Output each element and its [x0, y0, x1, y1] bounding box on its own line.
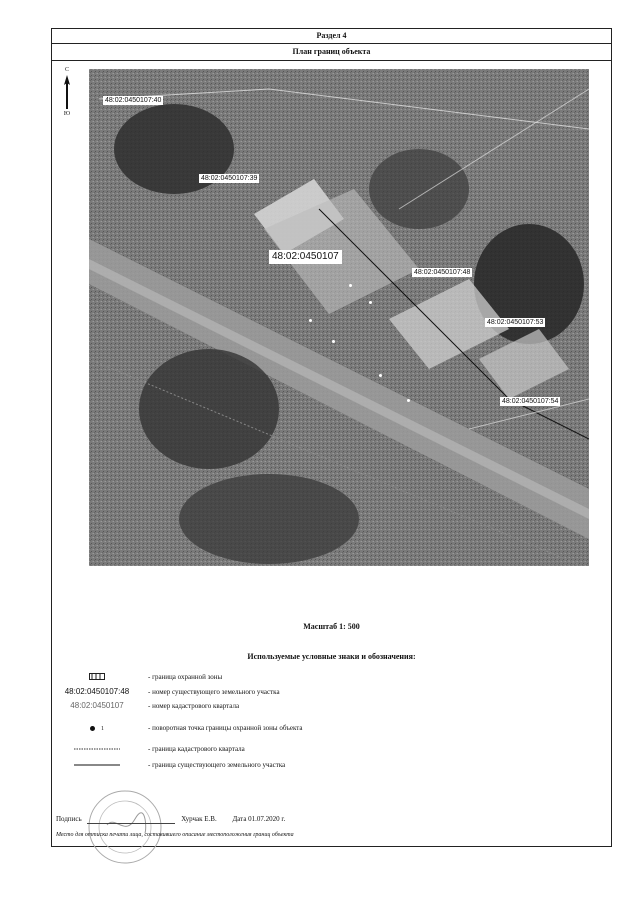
signer-name: Хурчак Е.В.	[181, 815, 217, 823]
turning-point-symbol	[52, 721, 142, 735]
turning-point-2	[369, 301, 372, 304]
signature-line	[56, 815, 285, 824]
compass-south-label: Ю	[63, 111, 71, 117]
legend-text-zone: - граница охранной зоны	[148, 673, 223, 681]
parcel-label-48: 48:02:0450107:48	[414, 269, 471, 276]
legend-row-parcel-number	[52, 685, 613, 699]
legend-title: Используемые условные знаки и обозначения:	[247, 652, 416, 661]
parcel-label-40: 48:02:0450107:40	[105, 97, 162, 104]
stamp-note: Место для оттиска печати лица, составившего описание местоположения границ объекта	[56, 832, 294, 838]
legend-row-zone	[52, 670, 613, 684]
legend-text-parcel-number: - номер существующего земельного участка	[148, 688, 280, 696]
turning-point-dot-icon	[90, 726, 95, 731]
quarter-label: 48:02:0450107	[269, 250, 342, 264]
parcel-label-39: 48:02:0450107:39	[201, 175, 258, 182]
legend-text-parcel-boundary: - граница существующего земельного участка	[148, 761, 286, 769]
section-title: Раздел 4	[52, 29, 611, 44]
turning-point-5	[379, 374, 382, 377]
signature-label: Подпись	[56, 815, 82, 823]
legend-symbol-parcel-number: 48:02:0450107:48	[64, 687, 130, 696]
compass-north-label: С	[64, 67, 69, 73]
map-scale: Масштаб 1: 500	[303, 622, 360, 631]
legend-text-point: - поворотная точка границы охранной зоны объекта	[148, 724, 303, 732]
parcel-label-53: 48:02:0450107:53	[487, 319, 544, 326]
turning-point-6	[407, 399, 410, 402]
turning-point-3	[309, 319, 312, 322]
parcel-label-54: 48:02:0450107:54	[502, 398, 559, 405]
document-frame	[51, 28, 612, 847]
signature-date: Дата 01.07.2020 г.	[232, 815, 286, 823]
aerial-map	[89, 69, 589, 566]
stamp-seal-icon	[85, 787, 165, 867]
hatched-zone-symbol-icon	[52, 670, 142, 684]
legend-text-quarter-number: - номер кадастрового квартала	[148, 702, 240, 710]
legend-row-quarter-number	[52, 699, 613, 713]
legend-row-quarter-boundary	[52, 742, 613, 756]
signature-underline	[87, 815, 175, 824]
legend-symbol-quarter-number: 48:02:0450107	[70, 701, 124, 710]
solid-line-symbol-icon	[52, 758, 142, 772]
turning-point-4	[332, 340, 335, 343]
legend-row-point	[52, 721, 613, 735]
compass	[60, 67, 74, 122]
turning-point-1	[349, 284, 352, 287]
dashed-line-symbol-icon	[52, 742, 142, 756]
north-arrow-icon	[62, 75, 72, 111]
plan-title: План границ объекта	[52, 43, 611, 61]
legend-text-quarter-boundary: - граница кадастрового квартала	[148, 745, 245, 753]
legend-symbol-point-number: 1	[101, 726, 104, 732]
legend-row-parcel-boundary	[52, 758, 613, 772]
